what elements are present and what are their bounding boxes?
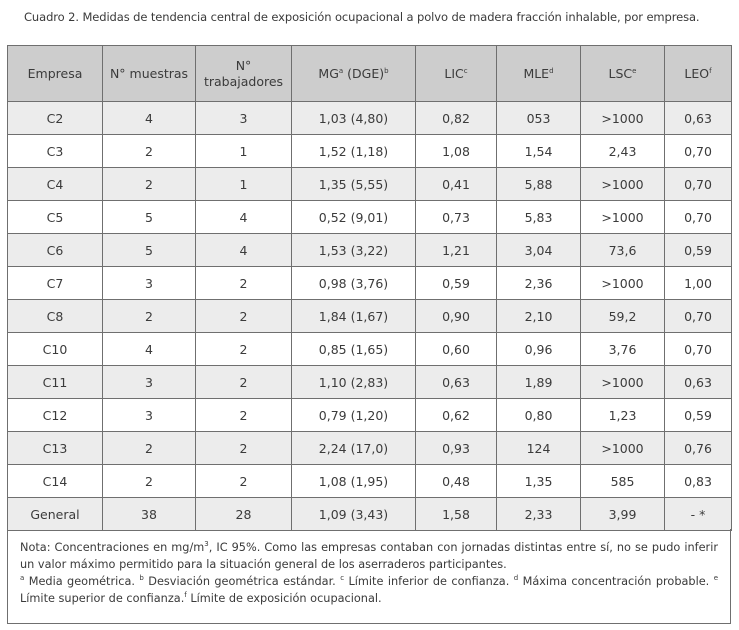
table-cell: 5,88	[497, 168, 581, 201]
table-cell: 053	[497, 102, 581, 135]
table-cell: C3	[8, 135, 103, 168]
table-cell: 0,79 (1,20)	[292, 399, 416, 432]
table-row	[8, 234, 732, 267]
table-cell: 0,76	[665, 432, 732, 465]
header-trabajadores: N° trabajadores	[196, 46, 292, 102]
header-mle: MLE$^d$	[497, 46, 581, 102]
table-cell: 1,58	[416, 498, 497, 531]
header-muestras: N° muestras	[103, 46, 196, 102]
table-cell: 0,59	[665, 399, 732, 432]
table-cell: 3	[103, 267, 196, 300]
table-cell: 1,89	[497, 366, 581, 399]
table-cell: 0,62	[416, 399, 497, 432]
table-cell: C14	[8, 465, 103, 498]
table-cell: 73,6	[581, 234, 665, 267]
table-cell: 0,96	[497, 333, 581, 366]
table-cell: 2,33	[497, 498, 581, 531]
table-cell: 2	[196, 432, 292, 465]
data-table-container	[7, 45, 731, 531]
header-lic: LIC$^c$	[416, 46, 497, 102]
table-cell: 124	[497, 432, 581, 465]
table-cell: 1,00	[665, 267, 732, 300]
table-cell: C8	[8, 300, 103, 333]
table-row	[8, 399, 732, 432]
table-cell: 1,35 (5,55)	[292, 168, 416, 201]
table-cell: 2	[103, 300, 196, 333]
table-cell: 1,35	[497, 465, 581, 498]
table-cell: 4	[196, 201, 292, 234]
table-cell: >1000	[581, 267, 665, 300]
table-cell: C6	[8, 234, 103, 267]
table-cell: 0,70	[665, 300, 732, 333]
table-cell: 2	[196, 465, 292, 498]
table-cell: 2,24 (17,0)	[292, 432, 416, 465]
table-cell: 1	[196, 135, 292, 168]
header-empresa: Empresa	[8, 46, 103, 102]
table-cell: 0,59	[665, 234, 732, 267]
table-cell: 59,2	[581, 300, 665, 333]
table-cell: C7	[8, 267, 103, 300]
table-cell: 0,63	[416, 366, 497, 399]
table-cell: 0,85 (1,65)	[292, 333, 416, 366]
table-row	[8, 135, 732, 168]
table-row	[8, 498, 732, 531]
header-mg-dge: $MG^a$ (DGE)$^b$	[292, 46, 416, 102]
table-cell: C4	[8, 168, 103, 201]
table-cell: 3,76	[581, 333, 665, 366]
table-cell: C12	[8, 399, 103, 432]
table-cell: 5	[103, 201, 196, 234]
table-cell: 0,80	[497, 399, 581, 432]
table-cell: 2	[103, 135, 196, 168]
table-cell: C13	[8, 432, 103, 465]
table-cell: C11	[8, 366, 103, 399]
table-cell: 0,59	[416, 267, 497, 300]
table-cell: 3	[103, 399, 196, 432]
table-cell: 0,70	[665, 168, 732, 201]
table-row	[8, 366, 732, 399]
table-cell: 2	[196, 399, 292, 432]
table-cell: 2	[103, 168, 196, 201]
table-cell: 0,63	[665, 102, 732, 135]
table-cell: 1,08	[416, 135, 497, 168]
table-cell: 1,21	[416, 234, 497, 267]
table-cell: 0,70	[665, 135, 732, 168]
table-cell: 5	[103, 234, 196, 267]
table-row	[8, 102, 732, 135]
table-cell: - *	[665, 498, 732, 531]
table-cell: C10	[8, 333, 103, 366]
table-cell: C2	[8, 102, 103, 135]
table-cell: 4	[103, 333, 196, 366]
table-header	[8, 46, 732, 102]
table-row	[8, 300, 732, 333]
table-cell: 0,41	[416, 168, 497, 201]
table-cell: 2,43	[581, 135, 665, 168]
table-cell: 5,83	[497, 201, 581, 234]
table-cell: 28	[196, 498, 292, 531]
table-cell: C5	[8, 201, 103, 234]
table-row	[8, 267, 732, 300]
table-cell: 4	[196, 234, 292, 267]
table-cell: 1,54	[497, 135, 581, 168]
header-leo: LEO$^f$	[665, 46, 732, 102]
table-row	[8, 168, 732, 201]
table-cell: 2	[103, 432, 196, 465]
table-cell: 2	[196, 300, 292, 333]
table-cell: 2,36	[497, 267, 581, 300]
table-cell: 1,08 (1,95)	[292, 465, 416, 498]
header-lsc: LSC$^e$	[581, 46, 665, 102]
note-paragraph: Nota: Concentraciones en $mg/m^3$, IC 95%. Como las empresas contaban con jornadas distintas entre sí, no se pudo inferir un valor máximo permitido para la situación general de los aserraderos participantes.	[20, 540, 718, 571]
table-cell: 3	[196, 102, 292, 135]
table-cell: 0,63	[665, 366, 732, 399]
table-cell: 0,82	[416, 102, 497, 135]
table-cell: 0,60	[416, 333, 497, 366]
table-cell: 0,83	[665, 465, 732, 498]
table-cell: 2	[103, 465, 196, 498]
note-definitions: $^a$ Media geométrica. $^b$ Desviación geométrica estándar. $^c$ Límite inferior de confianza. $^d$ Máxima concentración probable. $^e$ Límite superior de confianza.$^f$ Límite de exposición ocupacional.	[20, 574, 718, 605]
table-cell: 0,93	[416, 432, 497, 465]
table-cell: 4	[103, 102, 196, 135]
table-cell: 1,10 (2,83)	[292, 366, 416, 399]
table-cell: 585	[581, 465, 665, 498]
table-note	[7, 529, 731, 624]
table-row	[8, 465, 732, 498]
table-cell: >1000	[581, 102, 665, 135]
table-cell: 2,10	[497, 300, 581, 333]
table-cell: 1,03 (4,80)	[292, 102, 416, 135]
table-row	[8, 432, 732, 465]
table-row	[8, 333, 732, 366]
table-body	[8, 102, 732, 531]
table-cell: 1,09 (3,43)	[292, 498, 416, 531]
table-cell: 1,53 (3,22)	[292, 234, 416, 267]
table-cell: 1,84 (1,67)	[292, 300, 416, 333]
table-cell: 0,48	[416, 465, 497, 498]
table-cell: 2	[196, 366, 292, 399]
table-cell: 0,70	[665, 201, 732, 234]
table-cell: 38	[103, 498, 196, 531]
table-cell: 0,73	[416, 201, 497, 234]
table-row	[8, 201, 732, 234]
table-cell: 0,52 (9,01)	[292, 201, 416, 234]
table-cell: 3,04	[497, 234, 581, 267]
table-cell: >1000	[581, 432, 665, 465]
table-cell: 3	[103, 366, 196, 399]
table-cell: 0,90	[416, 300, 497, 333]
table-cell: 2	[196, 267, 292, 300]
table-cell: 1,52 (1,18)	[292, 135, 416, 168]
table-caption: Cuadro 2. Medidas de tendencia central de exposición ocupacional a polvo de madera fracción inhalable, por empresa.	[24, 10, 700, 24]
table-cell: 0,98 (3,76)	[292, 267, 416, 300]
table-cell: >1000	[581, 168, 665, 201]
table-cell: >1000	[581, 201, 665, 234]
table-cell: 0,70	[665, 333, 732, 366]
table-cell: General	[8, 498, 103, 531]
exposure-table	[7, 45, 732, 531]
table-cell: 1,23	[581, 399, 665, 432]
table-cell: 2	[196, 333, 292, 366]
table-cell: >1000	[581, 366, 665, 399]
table-cell: 3,99	[581, 498, 665, 531]
table-cell: 1	[196, 168, 292, 201]
